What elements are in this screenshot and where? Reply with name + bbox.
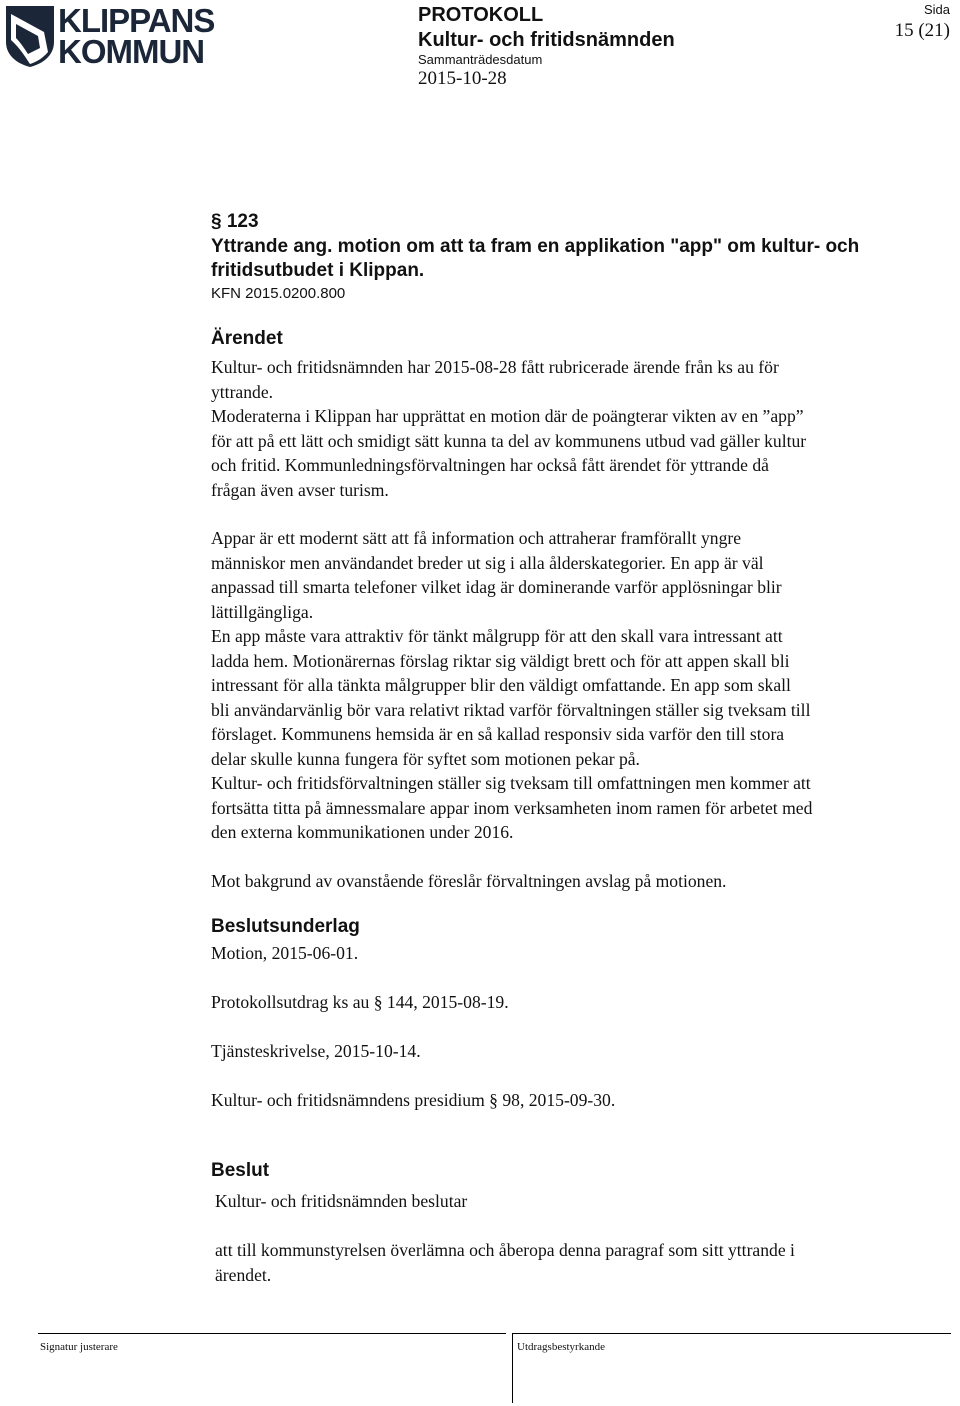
text-line: lättillgängliga. — [211, 601, 314, 622]
case-number: KFN 2015.0200.800 — [211, 285, 346, 302]
municipal-emblem-icon — [4, 4, 56, 68]
text-line: människor men användandet breder ut sig i alla ålderskategorier. En app är väl — [211, 552, 764, 573]
page-label: Sida — [923, 2, 950, 17]
arendet-body — [211, 526, 946, 845]
extract-certification-label: Utdragsbestyrkande — [517, 1341, 605, 1353]
text-line: delar skulle kunna fungera för syftet som motionen pekar på. — [211, 748, 640, 769]
footer-divider — [512, 1333, 513, 1403]
text-line: förslaget. Kommunens hemsida är en så kallad responsiv sida varför den till stora — [211, 724, 785, 744]
document-type: PROTOKOLL — [418, 4, 544, 26]
text-line: anpassad till smarta telefoner vilket idag är dominerande varför applösningar blir — [211, 577, 782, 597]
text-line: den externa kommunikationen under 2016. — [211, 822, 514, 842]
beslutsunderlag-item: Tjänsteskrivelse, 2015-10-14. — [211, 1041, 421, 1061]
beslutsunderlag-item: Protokollsutdrag ks au § 144, 2015-08-19. — [211, 992, 509, 1012]
meeting-date: 2015-10-28 — [418, 68, 507, 89]
text-line: ärendet. — [215, 1264, 272, 1285]
text-line: bli användarvänlig bör vara relativt riktad varför förvaltningen ställer sig tveksam till — [211, 699, 811, 720]
logo-line-2: KOMMUN — [58, 33, 205, 70]
text-line: Appar är ett modernt sätt att få information och attraherar framförallt yngre — [211, 528, 742, 548]
text-line: att till kommunstyrelsen överlämna och åberopa denna paragraf som sitt yttrande i — [215, 1240, 795, 1260]
text-line: En app måste vara attraktiv för tänkt målgrupp för att den skall vara intressant att — [211, 626, 783, 646]
footer-rule-left — [38, 1333, 506, 1334]
page-number: 15 (21) — [894, 20, 950, 41]
logo-line-1: KLIPPANS — [58, 2, 215, 39]
text-line: ladda hem. Motionärernas förslag riktar sig väldigt brett och för att appen skall bli — [211, 650, 790, 671]
text-line: yttrande. — [211, 381, 274, 402]
paragraph-number: § 123 — [211, 211, 259, 232]
beslut-text — [215, 1238, 945, 1287]
footer-rule-right — [513, 1333, 951, 1334]
text-line: Moderaterna i Klippan har upprättat en motion där de poängterar vikten av en ”app” — [211, 406, 804, 426]
beslutsunderlag-item: Motion, 2015-06-01. — [211, 943, 359, 963]
beslut-intro: Kultur- och fritidsnämnden beslutar — [215, 1191, 468, 1211]
text-line: för att på ett lätt och smidigt sätt kunna ta del av kommunens utbud vad gäller kultur — [211, 430, 807, 451]
arendet-intro — [211, 355, 946, 502]
committee-name: Kultur- och fritidsnämnden — [418, 29, 675, 51]
text-line: intressant för alla tänkta målgrupper blir den väldigt omfattande. En app som skall — [211, 675, 791, 695]
beslut-heading: Beslut — [211, 1160, 270, 1181]
meeting-date-label: Sammanträdesdatum — [418, 52, 543, 67]
text-line: Kultur- och fritidsnämnden har 2015-08-28 fått rubricerade ärende från ks au för — [211, 357, 779, 377]
text-line: fortsätta titta på ämnessmalare appar inom verksamheten inom ramen för arbetet med — [211, 797, 813, 818]
klippans-kommun-logo — [4, 4, 219, 68]
paragraph-title: Yttrande ang. motion om att ta fram en applikation "app" om kultur- och fritidsutbudet i Klippan. — [211, 236, 860, 281]
text-line: och fritid. Kommunledningsförvaltningen har också fått ärendet för yttrande då — [211, 455, 769, 475]
text-line: Kultur- och fritidsförvaltningen ställer sig tveksam till omfattningen men kommer att — [211, 773, 811, 793]
signature-label: Signatur justerare — [40, 1341, 118, 1353]
text-line: frågan även avser turism. — [211, 479, 389, 500]
arendet-heading: Ärendet — [211, 328, 283, 349]
beslutsunderlag-item: Kultur- och fritidsnämndens presidium § 98, 2015-09-30. — [211, 1090, 616, 1110]
beslutsunderlag-heading: Beslutsunderlag — [211, 916, 360, 937]
arendet-conclusion: Mot bakgrund av ovanstående föreslår förvaltningen avslag på motionen. — [211, 871, 727, 891]
